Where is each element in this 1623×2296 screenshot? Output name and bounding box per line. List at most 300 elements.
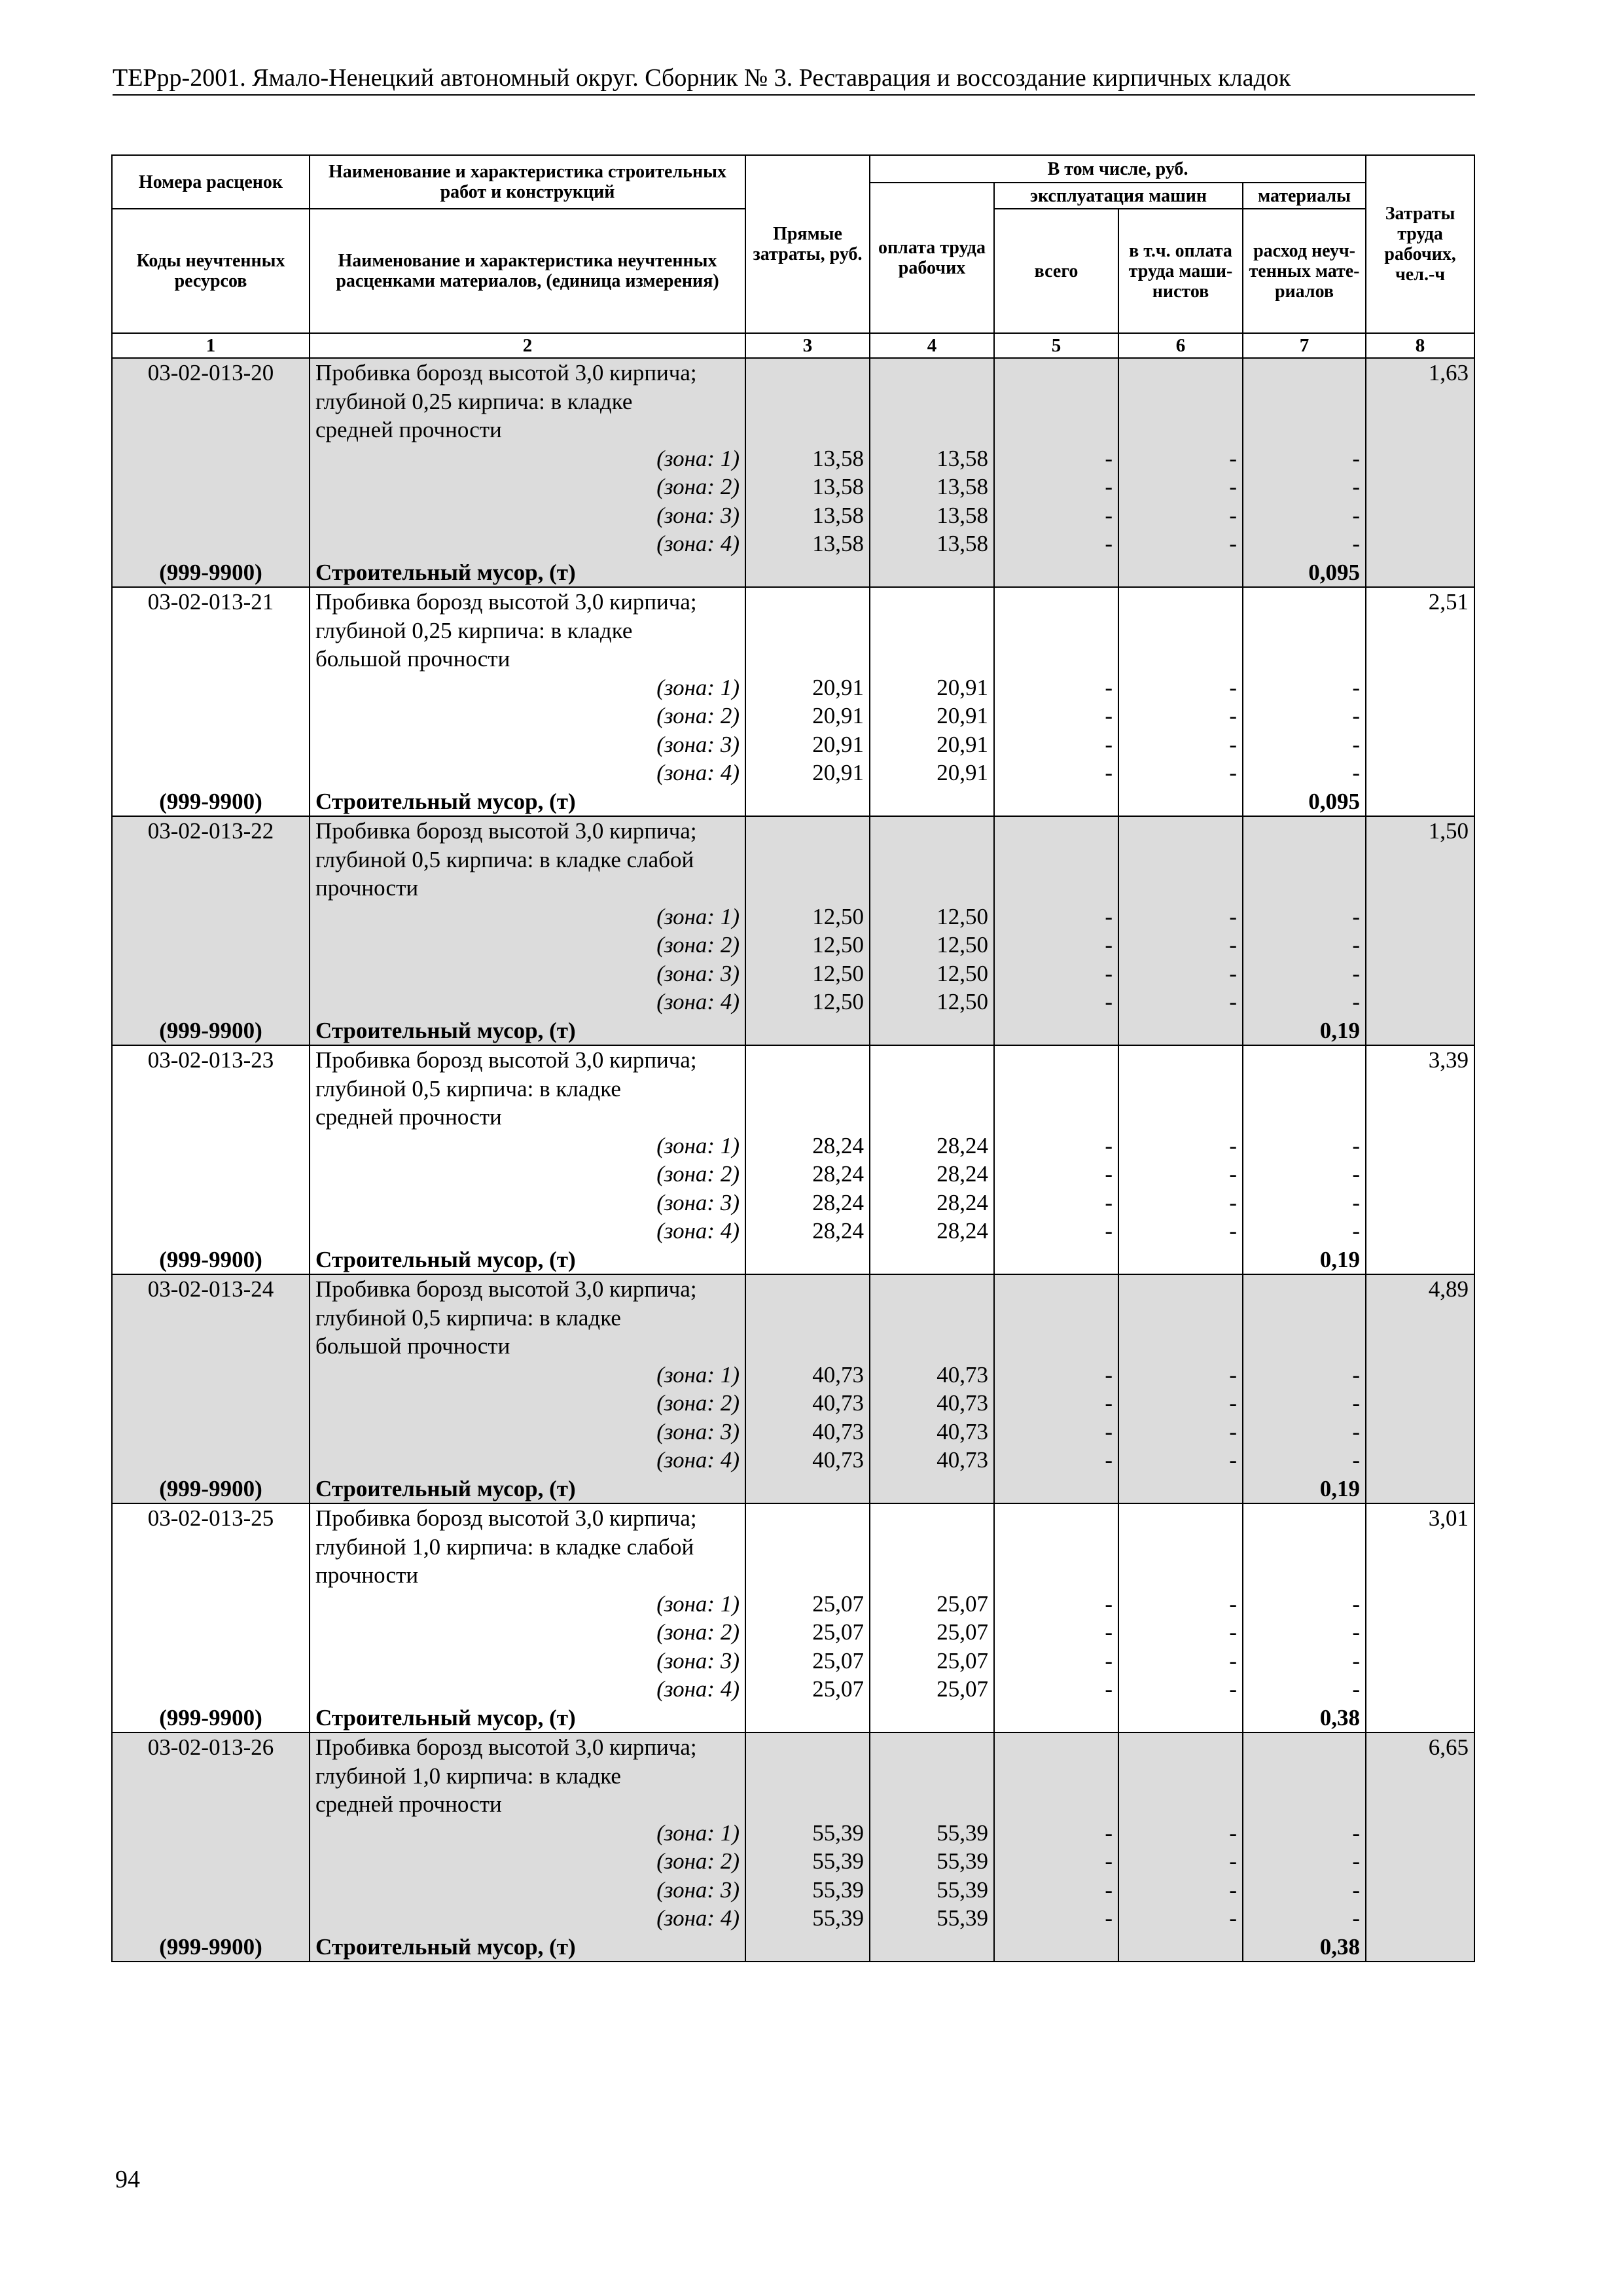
table-cell [870,1246,994,1275]
table-cell [1366,988,1474,1016]
table-cell [112,1361,310,1390]
table-cell [112,1790,310,1819]
material-quantity: 0,095 [1243,558,1366,588]
table-row [112,1103,1474,1132]
zone-row [112,1675,1474,1704]
table-cell [1243,1332,1366,1361]
worker-wage: 20,91 [870,759,994,787]
direct-costs: 55,39 [745,1847,870,1876]
rate-entry [112,1045,1474,1274]
rate-code: 03-02-013-26 [112,1732,310,1762]
rate-code: 03-02-013-22 [112,816,310,846]
running-header: ТЕРрр-2001. Ямало-Ненецкий автономный округ. Сборник № 3. Реставрация и воссоздание кирпичных кладок [113,63,1475,96]
table-cell [745,874,870,903]
table-cell [1243,1533,1366,1562]
machines-total: - [994,960,1118,988]
table-cell [745,1933,870,1962]
machines-total: - [994,473,1118,501]
table-cell [870,1933,994,1962]
table-cell [745,1075,870,1103]
zone-row [112,759,1474,787]
table-cell [1366,730,1474,759]
zone-label: (зона: 2) [310,1618,745,1647]
table-cell [870,1075,994,1103]
labor-hours: 6,65 [1366,1732,1474,1762]
machines-total: - [994,1189,1118,1217]
table-cell [1366,931,1474,960]
material-name: Строительный мусор, (т) [310,787,745,817]
table-cell [870,645,994,673]
materials-cost: - [1243,759,1366,787]
table-cell [1366,1876,1474,1905]
machines-total: - [994,1590,1118,1619]
worker-wage: 28,24 [870,1217,994,1246]
machines-total: - [994,673,1118,702]
table-cell [1118,416,1243,444]
rate-entry [112,1732,1474,1962]
table-cell [1118,1475,1243,1504]
work-description: глубиной 1,0 кирпича: в кладке [310,1762,745,1791]
direct-costs: 55,39 [745,1876,870,1905]
table-cell [994,1503,1118,1533]
direct-costs: 40,73 [745,1389,870,1418]
table-cell [1118,1561,1243,1590]
materials-cost: - [1243,501,1366,530]
table-cell [870,1304,994,1333]
resource-code: (999-9900) [112,1933,310,1962]
table-cell [1243,1075,1366,1103]
table-cell [1366,1304,1474,1333]
material-quantity: 0,19 [1243,1016,1366,1046]
table-cell [994,1732,1118,1762]
table-cell [112,1876,310,1905]
table-cell [745,587,870,617]
table-cell [1366,960,1474,988]
table-cell [745,1274,870,1304]
material-quantity: 0,38 [1243,1933,1366,1962]
table-cell [112,1189,310,1217]
table-cell [1243,874,1366,903]
table-cell [870,1045,994,1075]
table-row [112,846,1474,874]
work-description: глубиной 0,25 кирпича: в кладке [310,387,745,416]
table-cell [1366,416,1474,444]
machines-total: - [994,730,1118,759]
machines-total: - [994,702,1118,730]
table-cell [1243,1790,1366,1819]
resource-code: (999-9900) [112,787,310,817]
table-cell [1243,846,1366,874]
work-description: глубиной 1,0 кирпича: в кладке слабой [310,1533,745,1562]
machinist-wage: - [1118,702,1243,730]
work-description: Пробивка борозд высотой 3,0 кирпича; [310,1274,745,1304]
column-numbers-row [112,333,1474,358]
table-cell [1366,1647,1474,1676]
direct-costs: 25,07 [745,1618,870,1647]
header-unaccounted-materials: расход неуч-тенных мате-риалов [1243,209,1366,333]
materials-cost: - [1243,903,1366,931]
direct-costs: 25,07 [745,1675,870,1704]
table-cell [1118,1790,1243,1819]
machinist-wage: - [1118,1590,1243,1619]
table-cell [112,1675,310,1704]
materials-cost: - [1243,1418,1366,1446]
machines-total: - [994,1361,1118,1390]
table-cell [745,617,870,645]
table-cell [1118,1045,1243,1075]
zone-label: (зона: 2) [310,931,745,960]
table-cell [1118,1704,1243,1733]
table-row [112,1503,1474,1533]
table-row [112,1332,1474,1361]
table-cell [745,1704,870,1733]
table-cell [112,874,310,903]
zone-row [112,1446,1474,1475]
table-cell [745,1732,870,1762]
table-cell [994,358,1118,387]
machinist-wage: - [1118,988,1243,1016]
work-description: средней прочности [310,1790,745,1819]
table-cell [994,617,1118,645]
work-description: глубиной 0,25 кирпича: в кладке [310,617,745,645]
zone-label: (зона: 2) [310,1389,745,1418]
machinist-wage: - [1118,1446,1243,1475]
table-cell [994,1790,1118,1819]
direct-costs: 40,73 [745,1418,870,1446]
worker-wage: 13,58 [870,444,994,473]
rate-entry [112,816,1474,1045]
table-cell [112,1590,310,1619]
zone-label: (зона: 1) [310,903,745,931]
table-cell [112,673,310,702]
materials-cost: - [1243,1389,1366,1418]
material-row [112,1016,1474,1046]
table-cell [870,587,994,617]
material-row [112,1475,1474,1504]
zone-row [112,1590,1474,1619]
direct-costs: 12,50 [745,988,870,1016]
machines-total: - [994,1418,1118,1446]
table-cell [994,1933,1118,1962]
rate-code: 03-02-013-20 [112,358,310,387]
zone-row [112,1361,1474,1390]
table-cell [112,1561,310,1590]
table-cell [1118,1332,1243,1361]
table-cell [870,787,994,817]
table-cell [1366,444,1474,473]
table-cell [1366,1075,1474,1103]
machines-total: - [994,1446,1118,1475]
table-cell [1366,1132,1474,1160]
table-cell [994,587,1118,617]
materials-cost: - [1243,1132,1366,1160]
zone-row [112,1904,1474,1933]
material-quantity: 0,095 [1243,787,1366,817]
zone-label: (зона: 3) [310,1189,745,1217]
table-row [112,816,1474,846]
zone-label: (зона: 1) [310,673,745,702]
table-cell [870,1475,994,1504]
materials-cost: - [1243,1819,1366,1848]
table-cell [1366,558,1474,588]
table-cell [1243,1045,1366,1075]
column-number: 2 [310,333,745,358]
table-cell [1366,1475,1474,1504]
worker-wage: 13,58 [870,473,994,501]
worker-wage: 40,73 [870,1418,994,1446]
table-cell [1366,1332,1474,1361]
direct-costs: 12,50 [745,903,870,931]
header-materials: материалы [1243,183,1366,209]
table-row [112,358,1474,387]
table-cell [994,558,1118,588]
table-cell [112,1618,310,1647]
machinist-wage: - [1118,444,1243,473]
worker-wage: 20,91 [870,730,994,759]
table-cell [745,645,870,673]
machinist-wage: - [1118,501,1243,530]
table-cell [870,387,994,416]
zone-row [112,960,1474,988]
rate-entry [112,1274,1474,1503]
table-cell [1366,1160,1474,1189]
materials-cost: - [1243,988,1366,1016]
table-cell [745,416,870,444]
table-cell [1366,759,1474,787]
direct-costs: 13,58 [745,501,870,530]
table-cell [112,617,310,645]
work-description: средней прочности [310,1103,745,1132]
work-description: Пробивка борозд высотой 3,0 кирпича; [310,1732,745,1762]
rate-code: 03-02-013-21 [112,587,310,617]
material-quantity: 0,38 [1243,1704,1366,1733]
table-cell [994,1103,1118,1132]
machinist-wage: - [1118,529,1243,558]
direct-costs: 25,07 [745,1590,870,1619]
worker-wage: 20,91 [870,673,994,702]
machinist-wage: - [1118,1389,1243,1418]
materials-cost: - [1243,960,1366,988]
zone-row [112,1618,1474,1647]
machinist-wage: - [1118,1418,1243,1446]
table-cell [1366,1389,1474,1418]
table-cell [1366,1246,1474,1275]
material-name: Строительный мусор, (т) [310,558,745,588]
materials-cost: - [1243,1847,1366,1876]
table-cell [112,846,310,874]
table-cell [1243,1762,1366,1791]
worker-wage: 28,24 [870,1189,994,1217]
page-number: 94 [115,2166,140,2193]
machinist-wage: - [1118,1189,1243,1217]
table-cell [112,960,310,988]
table-cell [994,1075,1118,1103]
machines-total: - [994,1904,1118,1933]
table-cell [1118,1274,1243,1304]
table-cell [870,358,994,387]
direct-costs: 20,91 [745,759,870,787]
machines-total: - [994,1389,1118,1418]
table-cell [112,501,310,530]
table-cell [745,1016,870,1046]
table-cell [1366,874,1474,903]
direct-costs: 12,50 [745,931,870,960]
materials-cost: - [1243,673,1366,702]
table-cell [994,1533,1118,1562]
table-cell [112,931,310,960]
resource-code: (999-9900) [112,1475,310,1504]
column-number: 8 [1366,333,1474,358]
worker-wage: 12,50 [870,960,994,988]
table-cell [1118,1016,1243,1046]
work-description: Пробивка борозд высотой 3,0 кирпича; [310,358,745,387]
rates-table [111,154,1475,1962]
zone-label: (зона: 4) [310,988,745,1016]
table-cell [870,558,994,588]
machines-total: - [994,1618,1118,1647]
table-cell [1118,1933,1243,1962]
table-cell [112,1075,310,1103]
table-cell [112,529,310,558]
table-cell [1118,1304,1243,1333]
table-cell [1366,1418,1474,1446]
table-cell [112,1533,310,1562]
table-cell [1366,1361,1474,1390]
table-cell [1366,1618,1474,1647]
table-cell [1366,529,1474,558]
table-row [112,587,1474,617]
machinist-wage: - [1118,759,1243,787]
labor-hours: 1,63 [1366,358,1474,387]
machinist-wage: - [1118,1361,1243,1390]
table-cell [1366,846,1474,874]
table-cell [745,1533,870,1562]
table-cell [112,1332,310,1361]
zone-row [112,730,1474,759]
material-name: Строительный мусор, (т) [310,1246,745,1275]
table-cell [994,1704,1118,1733]
machinist-wage: - [1118,960,1243,988]
machines-total: - [994,1647,1118,1676]
table-cell [1118,645,1243,673]
table-cell [745,1045,870,1075]
table-cell [870,617,994,645]
worker-wage: 20,91 [870,702,994,730]
machines-total: - [994,1132,1118,1160]
material-name: Строительный мусор, (т) [310,1704,745,1733]
work-description: прочности [310,874,745,903]
work-description: большой прочности [310,645,745,673]
rate-code: 03-02-013-24 [112,1274,310,1304]
table-cell [870,1704,994,1733]
materials-cost: - [1243,529,1366,558]
material-name: Строительный мусор, (т) [310,1016,745,1046]
table-cell [994,1332,1118,1361]
table-cell [994,1016,1118,1046]
table-row [112,1304,1474,1333]
labor-hours: 2,51 [1366,587,1474,617]
machines-total: - [994,759,1118,787]
table-cell [1366,702,1474,730]
direct-costs: 12,50 [745,960,870,988]
worker-wage: 25,07 [870,1618,994,1647]
zone-row [112,529,1474,558]
header-machinist-wage: в т.ч. оплата труда маши-нистов [1118,209,1243,333]
work-description: средней прочности [310,416,745,444]
table-cell [1118,1503,1243,1533]
table-cell [1366,903,1474,931]
work-description: глубиной 0,5 кирпича: в кладке [310,1304,745,1333]
table-cell [112,1418,310,1446]
zone-label: (зона: 3) [310,1876,745,1905]
machines-total: - [994,988,1118,1016]
machinist-wage: - [1118,1160,1243,1189]
table-cell [870,874,994,903]
table-cell [112,1103,310,1132]
table-cell [1118,1533,1243,1562]
work-description: Пробивка борозд высотой 3,0 кирпича; [310,816,745,846]
zone-label: (зона: 1) [310,1361,745,1390]
table-cell [1366,1217,1474,1246]
material-quantity: 0,19 [1243,1246,1366,1275]
column-number: 4 [870,333,994,358]
labor-hours: 3,39 [1366,1045,1474,1075]
table-cell [1118,1075,1243,1103]
machines-total: - [994,1217,1118,1246]
table-cell [870,1762,994,1791]
labor-hours: 1,50 [1366,816,1474,846]
table-cell [745,787,870,817]
table-cell [1366,1704,1474,1733]
table-cell [112,988,310,1016]
table-cell [1366,645,1474,673]
zone-label: (зона: 2) [310,473,745,501]
table-row [112,1075,1474,1103]
table-cell [745,1475,870,1504]
work-description: Пробивка борозд высотой 3,0 кирпича; [310,1045,745,1075]
rate-entry [112,358,1474,587]
table-cell [1366,501,1474,530]
table-cell [1243,617,1366,645]
table-cell [994,846,1118,874]
direct-costs: 28,24 [745,1189,870,1217]
table-cell [870,1274,994,1304]
header-resource-codes: Коды неучтенных ресурсов [112,209,310,333]
table-cell [112,702,310,730]
table-cell [994,387,1118,416]
materials-cost: - [1243,702,1366,730]
resource-code: (999-9900) [112,558,310,588]
labor-hours: 3,01 [1366,1503,1474,1533]
material-row [112,1246,1474,1275]
column-number: 6 [1118,333,1243,358]
materials-cost: - [1243,1647,1366,1676]
zone-label: (зона: 4) [310,759,745,787]
materials-cost: - [1243,931,1366,960]
table-cell [994,874,1118,903]
work-description: Пробивка борозд высотой 3,0 кирпича; [310,1503,745,1533]
table-cell [994,1762,1118,1791]
table-cell [745,846,870,874]
table-cell [1366,1016,1474,1046]
materials-cost: - [1243,1217,1366,1246]
zone-label: (зона: 3) [310,960,745,988]
machinist-wage: - [1118,1675,1243,1704]
direct-costs: 55,39 [745,1819,870,1848]
table-cell [112,1446,310,1475]
worker-wage: 28,24 [870,1160,994,1189]
zone-label: (зона: 1) [310,1819,745,1848]
